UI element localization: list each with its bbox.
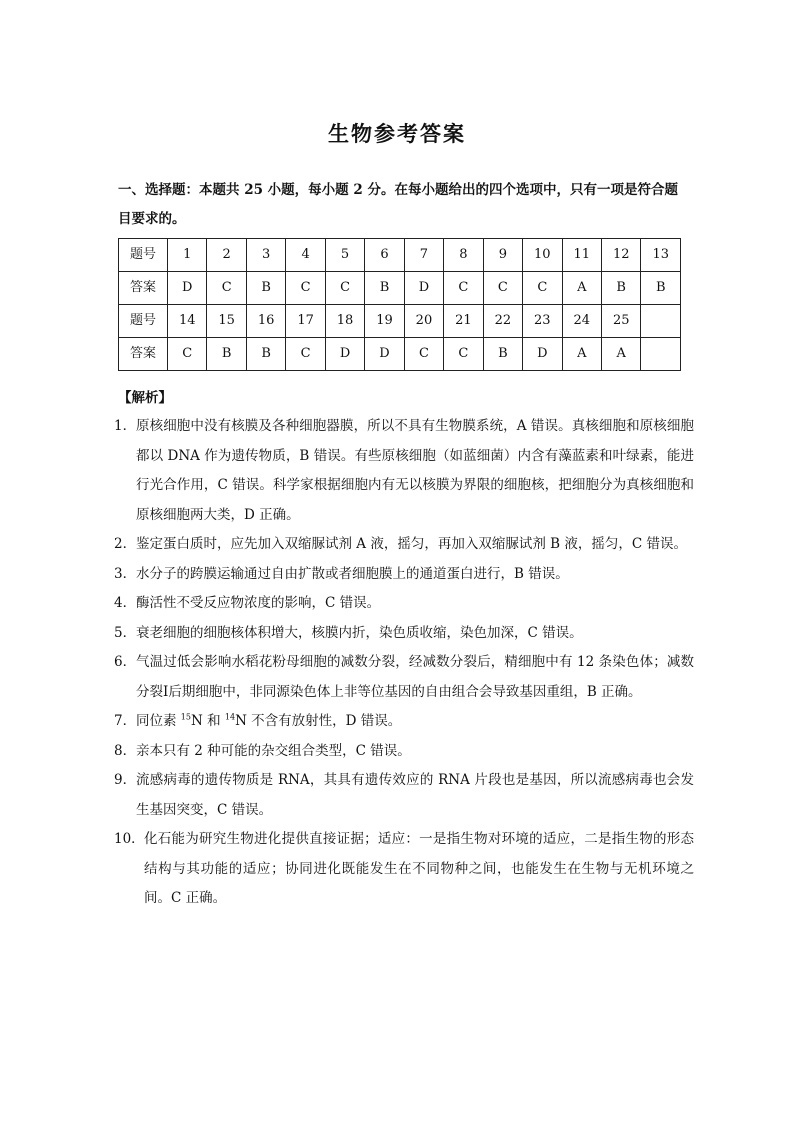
answer-cell: B [641, 272, 681, 305]
item-text: 亲本只有 2 种可能的杂交组合类型，C 错误。 [136, 742, 411, 759]
item-text: 衰老细胞的细胞核体积增大，核膜内折，染色质收缩，染色加深，C 错误。 [136, 624, 583, 641]
item-text: 流感病毒的遗传物质是 RNA，其具有遗传效应的 RNA 片段也是基因，所以流感病毒也会发生基因突变，C 错误。 [136, 772, 694, 818]
question-number-cell: 13 [641, 239, 681, 272]
question-number-cell: 24 [562, 305, 601, 338]
answer-table [118, 238, 681, 371]
question-number-cell: 9 [483, 239, 522, 272]
answer-cell: D [325, 338, 364, 371]
question-number-cell: 19 [365, 305, 404, 338]
list-item [114, 766, 694, 825]
answer-cell: A [562, 338, 601, 371]
answer-cell: A [562, 272, 601, 305]
item-number: 1． [114, 418, 137, 434]
question-number-cell: 11 [562, 239, 601, 272]
item-number: 4． [114, 595, 137, 611]
question-number-cell: 23 [523, 305, 562, 338]
list-item [114, 707, 694, 737]
answer-cell: A [601, 338, 640, 371]
item-text: 水分子的跨膜运输通过自由扩散或者细胞膜上的通道蛋白进行，B 错误。 [136, 565, 569, 582]
answer-cell: C [444, 338, 483, 371]
isotope-mass-number: 14 [224, 712, 236, 722]
question-number-cell: 20 [404, 305, 443, 338]
answer-cell: C [483, 272, 522, 305]
answer-cell: D [523, 338, 562, 371]
question-number-cell: 25 [601, 305, 640, 338]
list-item [114, 560, 694, 590]
answer-cell: B [207, 338, 246, 371]
item-text-part: 同位素 [136, 713, 181, 729]
question-number-cell: 6 [365, 239, 404, 272]
question-number-cell: 4 [286, 239, 325, 272]
row-label-number: 题号 [119, 305, 168, 338]
answer-cell: D [365, 338, 404, 371]
answer-cell: D [404, 272, 443, 305]
item-text [136, 707, 694, 737]
list-item [114, 825, 694, 914]
row-label-number: 题号 [119, 239, 168, 272]
page-title: 生物参考答案 [328, 121, 466, 146]
row-label-answer: 答案 [119, 272, 168, 305]
item-text-part: N 和 [190, 713, 225, 729]
answer-cell: B [246, 272, 285, 305]
item-text: 气温过低会影响水稻花粉母细胞的减数分裂，经减数分裂后，精细胞中有 12 条染色体；减数分裂Ⅰ后期细胞中，非同源染色体上非等位基因的自由组合会导致基因重组，B 正确。 [136, 654, 694, 700]
table-row [119, 338, 681, 371]
question-number-cell: 7 [404, 239, 443, 272]
question-number-cell: 22 [483, 305, 522, 338]
answer-cell: C [207, 272, 246, 305]
answer-cell: C [404, 338, 443, 371]
item-text-part: N 不含有放射性，D 错误。 [235, 713, 402, 729]
analysis-list [114, 412, 694, 914]
item-text: 酶活性不受反应物浓度的影响，C 错误。 [136, 595, 381, 611]
list-item [114, 412, 694, 530]
list-item [114, 737, 694, 767]
answer-cell: B [365, 272, 404, 305]
question-number-cell: 18 [325, 305, 364, 338]
item-text: 原核细胞中没有核膜及各种细胞器膜，所以不具有生物膜系统，A 错误。真核细胞和原核细胞都以 DNA 作为遗传物质，B 错误。有些原核细胞（如蓝细菌）内含有藻蓝素和叶绿素，能进行光合作用，C 错误。科学家根据细胞内有无以核膜为界限的细胞核，把细胞分为真核细胞和原核细胞两大类，D 正确。 [136, 418, 694, 523]
answer-cell: B [246, 338, 285, 371]
question-number-cell: 1 [168, 239, 207, 272]
table-row [119, 305, 681, 338]
analysis-label: 【解析】 [118, 390, 172, 406]
list-item [114, 589, 694, 619]
item-number: 5． [114, 624, 137, 641]
table-row [119, 239, 681, 272]
question-number-cell: 2 [207, 239, 246, 272]
answer-cell: C [168, 338, 207, 371]
isotope-mass-number: 15 [180, 712, 191, 722]
question-number-cell: 15 [207, 305, 246, 338]
question-number-cell: 5 [325, 239, 364, 272]
question-number-cell: 16 [246, 305, 285, 338]
question-number-cell: 3 [246, 239, 285, 272]
list-item [114, 619, 694, 649]
item-number: 10． [114, 831, 145, 847]
item-text: 化石能为研究生物进化提供直接证据；适应：一是指生物对环境的适应，二是指生物的形态结构与其功能的适应；协同进化既能发生在不同物种之间，也能发生在生物与无机环境之间。C 正确。 [144, 831, 694, 906]
list-item [114, 530, 694, 560]
section-heading: 一、选择题：本题共 25 小题，每小题 2 分。在每小题给出的四个选项中，只有一项是符合题目要求的。 [118, 182, 678, 227]
question-number-cell: 14 [168, 305, 207, 338]
answer-cell: D [168, 272, 207, 305]
item-number: 2． [114, 536, 137, 552]
answer-cell: C [286, 338, 325, 371]
item-number: 6． [114, 654, 137, 670]
item-number: 3． [114, 565, 137, 582]
question-number-cell: 10 [523, 239, 562, 272]
empty-cell [641, 305, 681, 338]
answer-cell: B [483, 338, 522, 371]
question-number-cell: 8 [444, 239, 483, 272]
question-number-cell: 17 [286, 305, 325, 338]
answer-cell: C [286, 272, 325, 305]
item-text: 鉴定蛋白质时，应先加入双缩脲试剂 A 液，摇匀，再加入双缩脲试剂 B 液，摇匀，C 错误。 [136, 536, 687, 552]
item-number: 9． [114, 772, 137, 788]
table-row [119, 272, 681, 305]
list-item [114, 648, 694, 707]
item-number: 7． [114, 713, 137, 729]
answer-cell: C [325, 272, 364, 305]
answer-cell: B [601, 272, 640, 305]
answer-cell: C [444, 272, 483, 305]
question-number-cell: 21 [444, 305, 483, 338]
item-number: 8． [114, 742, 137, 759]
empty-cell [641, 338, 681, 371]
question-number-cell: 12 [601, 239, 640, 272]
answer-cell: C [523, 272, 562, 305]
row-label-answer: 答案 [119, 338, 168, 371]
